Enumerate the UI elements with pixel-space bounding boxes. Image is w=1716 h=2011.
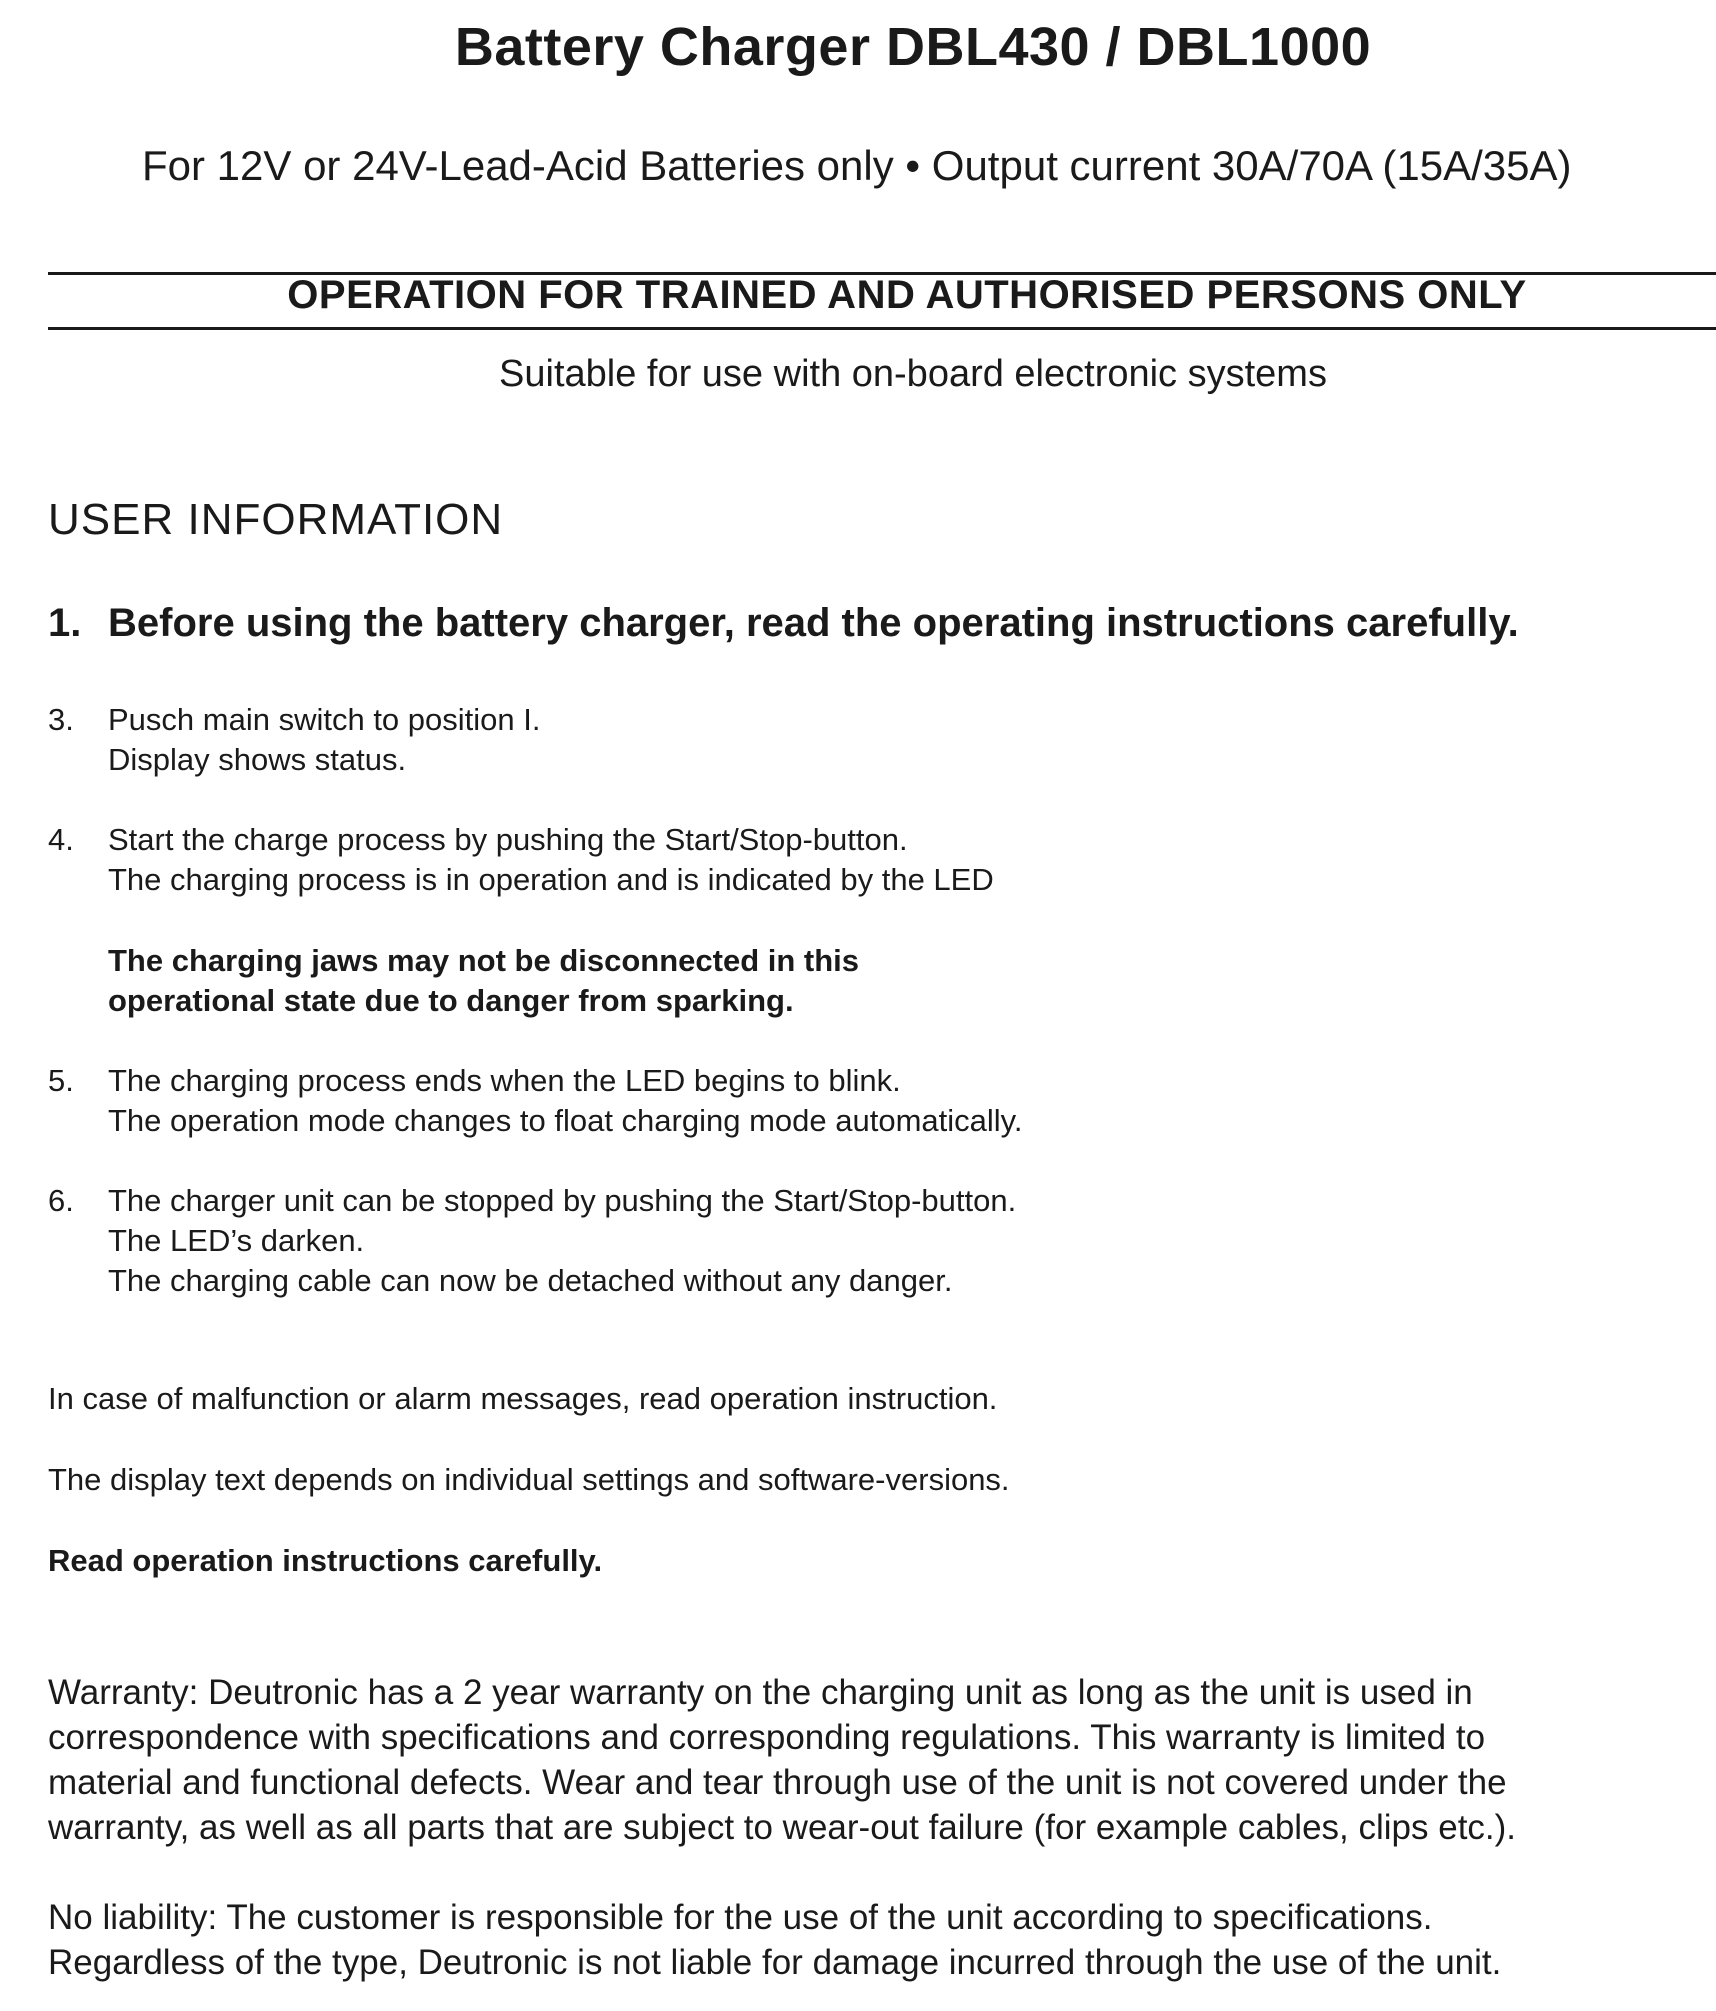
step-number: 3. <box>48 702 74 737</box>
warranty-line: correspondence with specifications and corresponding regulations. This warranty is limited to <box>48 1718 1486 1757</box>
step-1 <box>48 601 1519 646</box>
section-heading: USER INFORMATION <box>48 495 504 544</box>
step-line: The charging cable can now be detached without any danger. <box>108 1263 953 1298</box>
step-number: 6. <box>48 1183 74 1218</box>
step-line: The LED’s darken. <box>108 1223 365 1258</box>
step-line: The charger unit can be stopped by pushing the Start/Stop-button. <box>108 1183 1017 1218</box>
display-text-note: The display text depends on individual settings and software-versions. <box>48 1462 1010 1497</box>
liability-line: No liability: The customer is responsible for the use of the unit according to specifications. <box>48 1898 1433 1937</box>
warranty-line: warranty, as well as all parts that are subject to wear-out failure (for example cables, clips etc.). <box>48 1808 1517 1847</box>
page-title: Battery Charger DBL430 / DBL1000 <box>454 17 1372 77</box>
step-line: Start the charge process by pushing the Start/Stop-button. <box>108 822 908 857</box>
malfunction-note: In case of malfunction or alarm messages, read operation instruction. <box>48 1381 998 1416</box>
step-text: Before using the battery charger, read the operating instructions carefully. <box>108 601 1519 645</box>
suitable-note: Suitable for use with on-board electronic systems <box>499 353 1327 395</box>
warranty-paragraph <box>48 1670 1516 1850</box>
liability-line: Regardless of the type, Deutronic is not liable for damage incurred through the use of the unit. <box>48 1943 1502 1982</box>
warranty-line: Warranty: Deutronic has a 2 year warranty on the charging unit as long as the unit is used in <box>48 1673 1473 1712</box>
step-warning-line: operational state due to danger from sparking. <box>108 983 794 1018</box>
banner-bottom-rule <box>48 327 1716 330</box>
step-line: The operation mode changes to float charging mode automatically. <box>108 1103 1023 1138</box>
step-line: Pusch main switch to position I. <box>108 702 541 737</box>
warranty-line: material and functional defects. Wear and tear through use of the unit is not covered under the <box>48 1763 1507 1802</box>
step-line: Display shows status. <box>108 742 407 777</box>
step-warning-line: The charging jaws may not be disconnected in this <box>108 943 860 978</box>
subtitle: For 12V or 24V-Lead-Acid Batteries only • Output current 30A/70A (15A/35A) <box>142 142 1572 189</box>
step-number: 1. <box>48 601 82 645</box>
warning-banner: OPERATION FOR TRAINED AND AUTHORISED PERSONS ONLY <box>287 273 1527 317</box>
step-number: 5. <box>48 1063 74 1098</box>
read-carefully-note: Read operation instructions carefully. <box>48 1543 603 1578</box>
step-number: 4. <box>48 822 74 857</box>
liability-paragraph <box>48 1895 1501 1985</box>
step-line: The charging process is in operation and is indicated by the LED <box>108 862 994 897</box>
step-line: The charging process ends when the LED begins to blink. <box>108 1063 901 1098</box>
